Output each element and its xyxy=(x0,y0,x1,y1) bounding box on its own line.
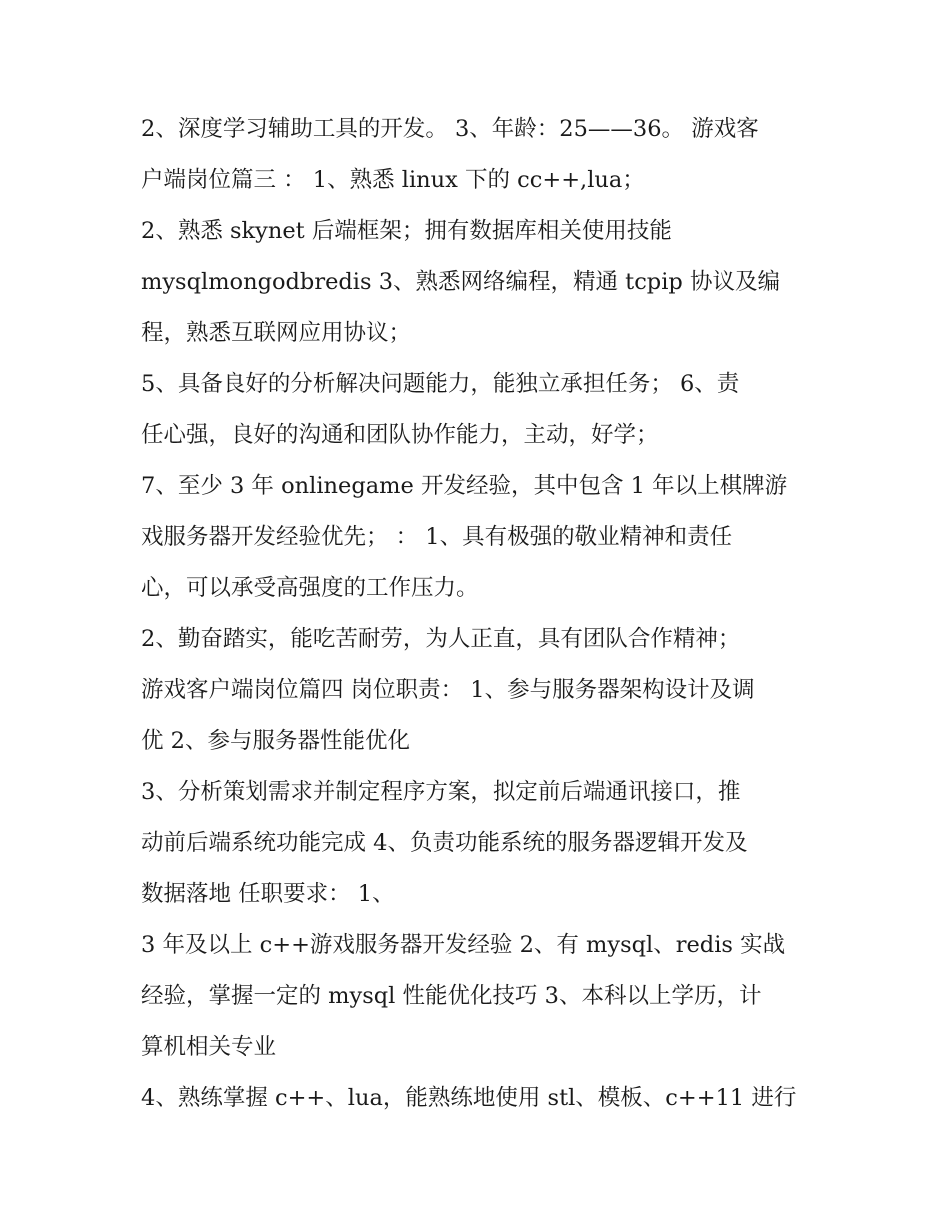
text-line: mysqlmongodbredis 3、熟悉网络编程，精通 tcpip 协议及编 xyxy=(141,269,780,295)
text-line: 算机相关专业 xyxy=(141,1034,277,1060)
text-line: 数据落地 任职要求： 1、 xyxy=(141,881,395,907)
text-line: 2、勤奋踏实，能吃苦耐劳，为人正直，具有团队合作精神； xyxy=(141,626,741,652)
text-line: 优 2、参与服务器性能优化 xyxy=(141,728,410,754)
text-line: 7、至少 3 年 onlinegame 开发经验，其中包含 1 年以上棋牌游 xyxy=(141,473,788,499)
text-line: 4、熟练掌握 c++、lua，能熟练地使用 stl、模板、c++11 进行 xyxy=(141,1085,797,1111)
text-line: 程，熟悉互联网应用协议； xyxy=(141,320,412,346)
text-line: 5、具备良好的分析解决问题能力，能独立承担任务； 6、责 xyxy=(141,371,740,397)
text-line: 2、深度学习辅助工具的开发。 3、年龄：25——36。 游戏客 xyxy=(141,116,759,142)
text-line: 3、分析策划需求并制定程序方案，拟定前后端通讯接口，推 xyxy=(141,779,741,805)
text-line: 户端岗位篇三 ： 1、熟悉 linux 下的 cc++,lua； xyxy=(141,167,645,193)
text-line: 戏服务器开发经验优先； ： 1、具有极强的敬业精神和责任 xyxy=(141,524,733,550)
text-line: 游戏客户端岗位篇四 岗位职责： 1、参与服务器架构设计及调 xyxy=(141,677,755,703)
text-line: 3 年及以上 c++游戏服务器开发经验 2、有 mysql、redis 实战 xyxy=(141,932,786,958)
text-line: 任心强，良好的沟通和团队协作能力，主动，好学； xyxy=(141,422,659,448)
text-line: 心，可以承受高强度的工作压力。 xyxy=(141,575,479,601)
text-line: 动前后端系统功能完成 4、负责功能系统的服务器逻辑开发及 xyxy=(141,830,748,856)
document-body xyxy=(141,104,821,1124)
text-line: 经验，掌握一定的 mysql 性能优化技巧 3、本科以上学历，计 xyxy=(141,983,762,1009)
text-line: 2、熟悉 skynet 后端框架；拥有数据库相关使用技能 xyxy=(141,218,672,244)
